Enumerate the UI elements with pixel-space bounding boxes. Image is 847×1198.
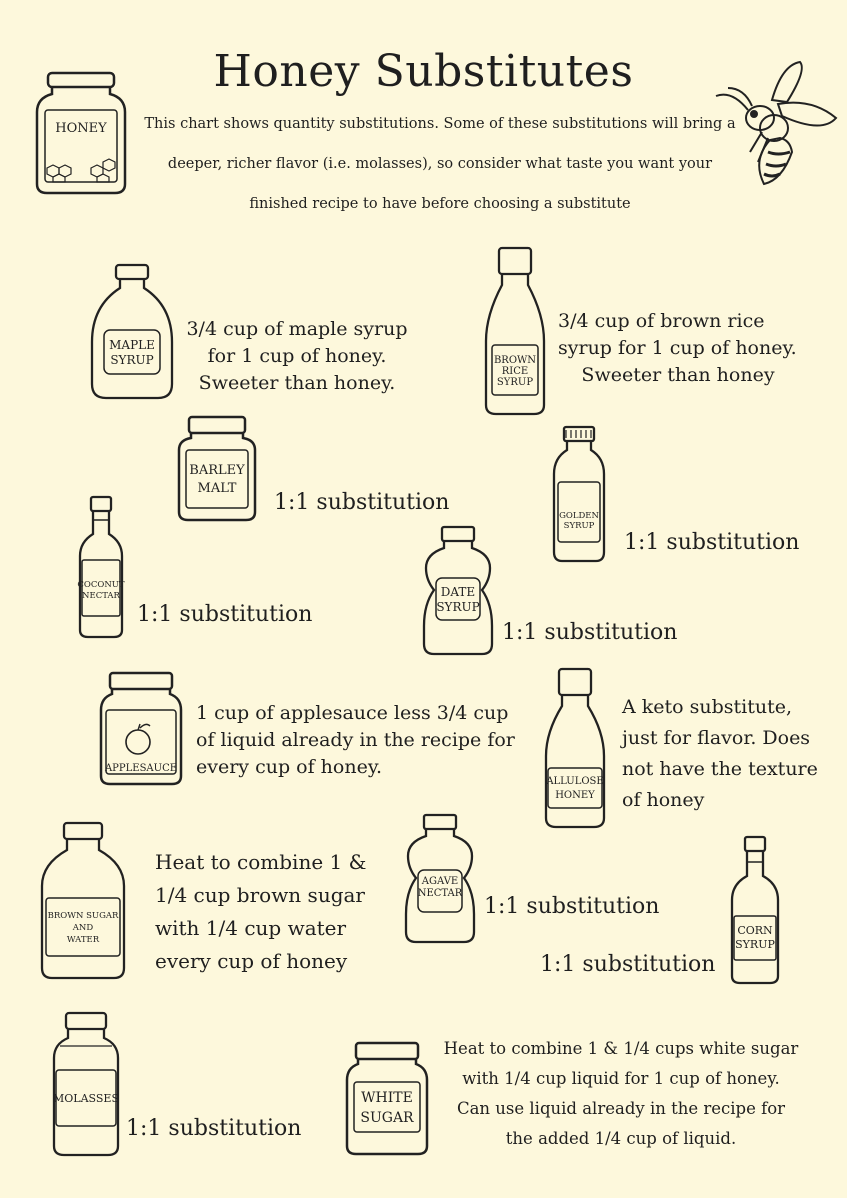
golden-syrup-note: 1:1 substitution [624,530,800,555]
brown-sugar-line-1: Heat to combine 1 & [155,850,367,874]
maple-syrup-bottle-icon [88,262,176,402]
jar-label-brown-rice: BROWN [493,355,537,366]
allulose-honey-bottle-icon [542,666,608,830]
jar-label-date: DATE [440,585,476,599]
jar-label-corn-2: SYRUP [735,938,775,951]
brown-rice-line-2: syrup for 1 cup of honey. [558,337,797,359]
molasses-bottle-icon [50,1010,122,1158]
applesauce-line-3: every cup of honey. [196,756,383,778]
allulose-line-4: of honey [622,789,705,811]
white-sugar-line-4: the added 1/4 cup of liquid. [505,1129,737,1148]
jar-label-brown-sugar-3: WATER [66,935,100,945]
date-syrup-bottle-icon [420,524,496,658]
coconut-nectar-bottle-icon [76,494,126,640]
maple-line-1: 3/4 cup of maple syrup [186,318,408,340]
jar-label-allulose: ALLULOSE [546,776,604,787]
corn-syrup-note: 1:1 substitution [540,952,716,977]
jar-label-allulose-2: HONEY [555,790,595,801]
bee-icon [712,60,842,190]
white-sugar-line-1: Heat to combine 1 & 1/4 cups white sugar [443,1039,799,1058]
jar-label-brown-sugar: BROWN SUGAR [47,911,119,921]
jar-label-golden: GOLDEN [559,511,599,521]
brown-sugar-line-4: every cup of honey [155,949,348,973]
jar-label-coconut-2: NECTAR [82,591,120,601]
page-title: Honey Substitutes [213,46,634,97]
jar-label-barley-2: MALT [197,481,237,496]
brown-rice-note [558,308,798,389]
jar-label-agave-2: NECTAR [417,888,463,899]
molasses-note: 1:1 substitution [126,1116,302,1141]
brown-sugar-line-2: 1/4 cup brown sugar [155,883,365,907]
brown-sugar-water-bottle-icon [38,820,128,982]
brown-rice-line-3: Sweeter than honey [581,364,775,386]
white-sugar-line-3: Can use liquid already in the recipe for [456,1099,786,1118]
jar-label-maple: MAPLE [109,338,155,352]
white-sugar-jar-icon [344,1040,430,1158]
honey-jar-icon [34,70,128,196]
jar-label-maple-2: SYRUP [110,353,154,367]
golden-syrup-bottle-icon [550,424,608,564]
coconut-nectar-note: 1:1 substitution [137,602,313,627]
barley-malt-jar-icon [176,414,258,524]
white-sugar-line-2: with 1/4 cup liquid for 1 cup of honey. [462,1069,780,1088]
jar-label-brown-rice-3: SYRUP [496,377,534,388]
agave-nectar-bottle-icon [402,812,478,946]
jar-label-barley: BARLEY [189,463,245,478]
jar-label-white-sugar: WHITE [361,1090,413,1106]
jar-label-date-2: SYRUP [436,600,480,614]
white-sugar-note [440,1034,802,1154]
brown-rice-line-1: 3/4 cup of brown rice [558,310,765,332]
jar-label-brown-sugar-2: AND [72,923,94,933]
jar-label-coconut: COCONUT [77,580,125,590]
brown-rice-syrup-bottle-icon [482,245,548,417]
agave-nectar-note: 1:1 substitution [484,894,660,919]
intro-text: This chart shows quantity substitutions. Some of these substitutions will bring a deeper, richer flavor (i.e. molasses), so consider what taste you want your finished recipe to have before choosing a substitute [144,116,736,212]
jar-label-brown-rice-2: RICE [501,366,529,377]
allulose-note [622,692,818,816]
maple-syrup-note [182,316,412,397]
jar-label-golden-2: SYRUP [563,521,595,531]
barley-malt-note: 1:1 substitution [274,490,450,515]
jar-label-applesauce: APPLESAUCE [104,763,178,774]
jar-label-agave: AGAVE [421,876,459,887]
applesauce-line-2: of liquid already in the recipe for [196,729,515,751]
applesauce-line-1: 1 cup of applesauce less 3/4 cup [196,702,509,724]
corn-syrup-bottle-icon [728,834,782,986]
maple-line-2: for 1 cup of honey. [207,345,387,367]
allulose-line-1: A keto substitute, [622,696,793,718]
jar-label-corn: CORN [737,924,773,937]
jar-label-white-sugar-2: SUGAR [360,1110,414,1126]
brown-sugar-note [155,846,366,978]
maple-line-3: Sweeter than honey. [198,372,396,394]
jar-label-honey: HONEY [55,121,107,136]
brown-sugar-line-3: with 1/4 cup water [155,916,347,940]
applesauce-note [196,700,515,781]
allulose-line-2: just for flavor. Does [622,727,811,749]
date-syrup-note: 1:1 substitution [502,620,678,645]
applesauce-jar-icon [98,670,184,788]
allulose-line-3: not have the texture [622,758,818,780]
jar-label-molasses: MOLASSES [53,1092,119,1105]
